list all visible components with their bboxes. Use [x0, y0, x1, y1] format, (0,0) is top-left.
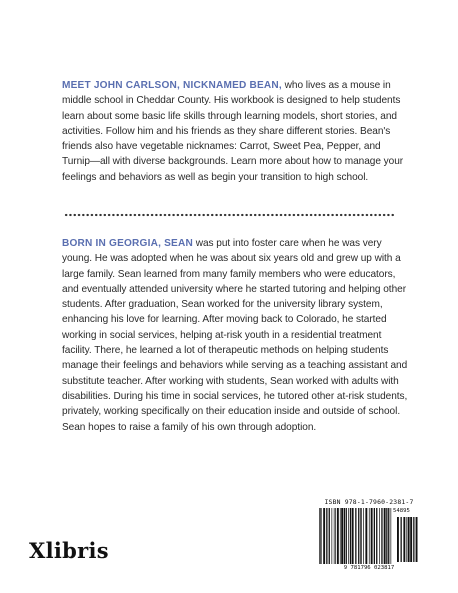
- about-character-body: who lives as a mouse in middle school in Cheddar County. His workbook is designed to help students learn about some basic life skills through learning models, short stories, and activities. Follow him and his friends as they share different stories. Bean's friends also have vegetable nicknames: Carrot, Sweet Pea, Pepper, and Turnip—all with diverse backgrounds. Learn more about how to manage your feelings and behaviors as well as begin your transition to high school.: [62, 80, 404, 183]
- barcode-main-bars: [319, 508, 393, 564]
- isbn-text: ISBN 978-1-7960-2381-7: [324, 498, 414, 506]
- publisher-logo: Xlibris: [29, 538, 109, 563]
- dotted-divider: [64, 213, 395, 217]
- about-character-lead: MEET JOHN CARLSON, NICKNAMED BEAN,: [62, 80, 282, 91]
- barcode-addon-bars: [397, 517, 419, 562]
- about-author-body: was put into foster care when he was very young. He was adopted when he was about six years old and grew up with a large family. Sean learned from many family members who were educators, and eventually attended university where he started tutoring and helping other students. After graduation, Sean worked for the university library system, enhancing his love for learning. After moving back to Colorado, he started working in social services, helping at-risk youth in a residential treatment facility. There, he learned a lot of therapeutic methods on helping students manage their feelings and behaviors while serving as a teaching assistant and substitute teacher. After working with students, Sean worked with adults with disabilities. During his time in social services, he tutored other at-risk students, privately, working specifically on their education inside and outside of school. Sean hopes to raise a family of his own through adoption.: [62, 238, 408, 433]
- about-author-paragraph: [62, 236, 408, 435]
- about-author-lead: BORN IN GEORGIA, SEAN: [62, 238, 193, 249]
- barcode-addon-digits: 54895: [393, 508, 410, 514]
- isbn-barcode: [313, 497, 425, 575]
- about-character-paragraph: [62, 78, 408, 185]
- barcode-digits: 9 781796 023817: [343, 565, 395, 571]
